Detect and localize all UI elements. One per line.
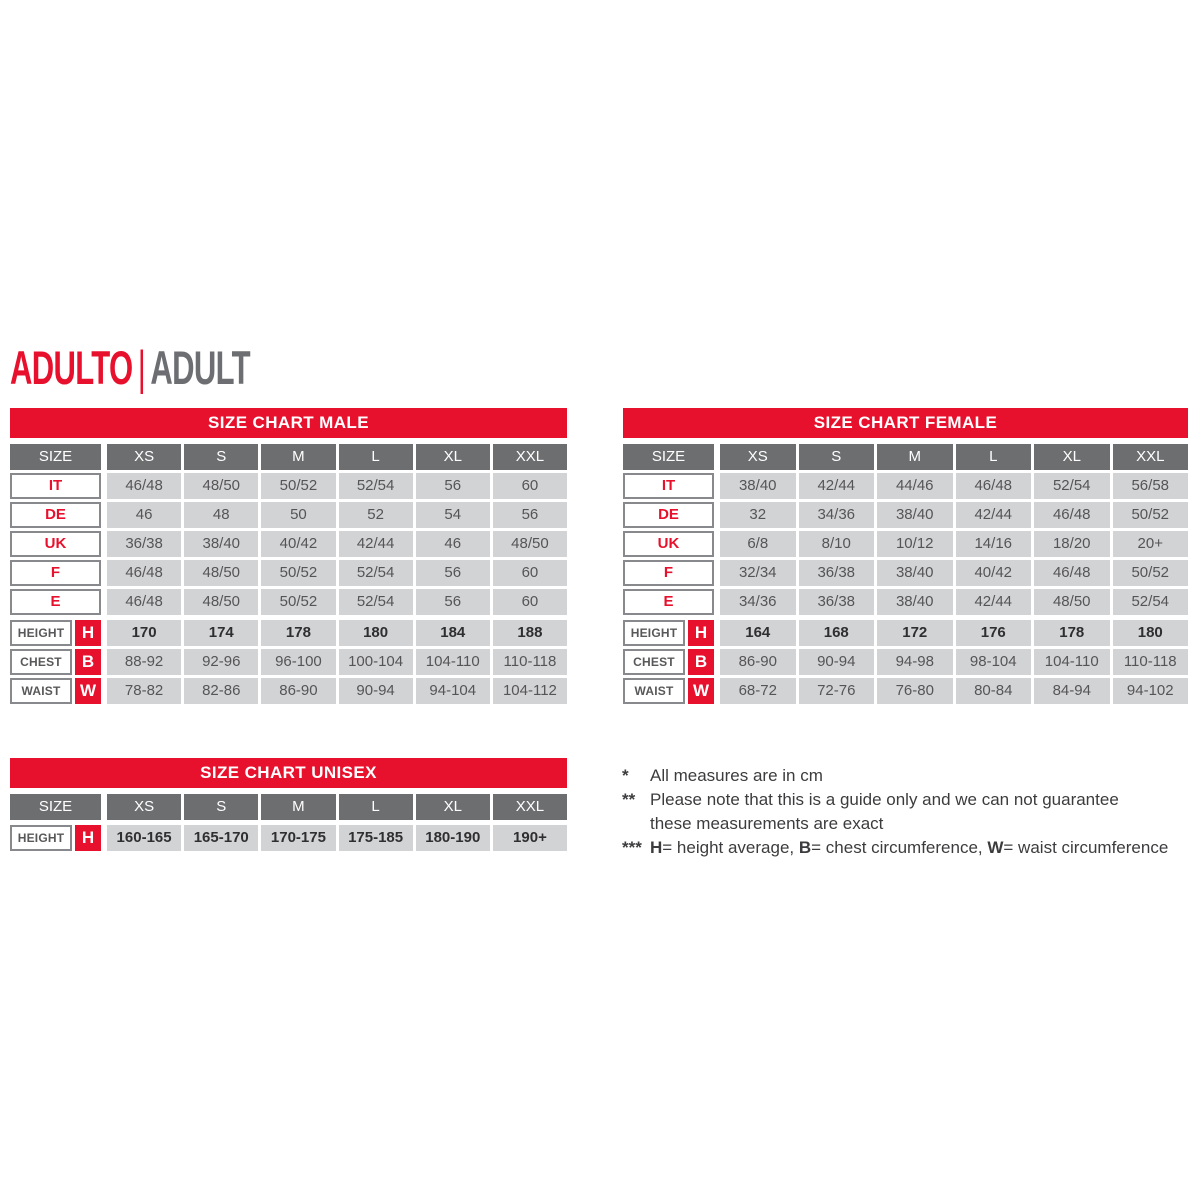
measure-row-waist bbox=[623, 678, 1188, 704]
column-header-s: S bbox=[184, 794, 258, 820]
measure-label bbox=[623, 678, 714, 704]
footnote-key: B bbox=[798, 838, 812, 857]
row-cells bbox=[107, 502, 567, 528]
row-cells bbox=[720, 502, 1188, 528]
measure-label bbox=[10, 825, 101, 851]
measure-badge-h: H bbox=[75, 825, 101, 851]
row-label: HEIGHT bbox=[10, 620, 72, 646]
size-row-de bbox=[623, 502, 1188, 528]
measure-cell: 88-92 bbox=[107, 649, 181, 675]
row-cells bbox=[107, 825, 567, 851]
size-cell: 50/52 bbox=[1113, 502, 1189, 528]
measure-cell: 104-112 bbox=[493, 678, 567, 704]
table-header-row bbox=[623, 444, 1188, 470]
size-cell: 46/48 bbox=[107, 589, 181, 615]
header-cells bbox=[107, 794, 567, 820]
header-cells bbox=[107, 444, 567, 470]
table-title: SIZE CHART FEMALE bbox=[623, 408, 1188, 438]
size-cell: 14/16 bbox=[956, 531, 1032, 557]
size-cell: 54 bbox=[416, 502, 490, 528]
measure-cell: 165-170 bbox=[184, 825, 258, 851]
footnote-text bbox=[650, 836, 1200, 860]
measure-cell: 90-94 bbox=[799, 649, 875, 675]
footnote-line bbox=[622, 836, 1200, 860]
size-cell: 60 bbox=[493, 473, 567, 499]
measure-badge-w: W bbox=[75, 678, 101, 704]
measure-cell: 176 bbox=[956, 620, 1032, 646]
size-cell: 56 bbox=[416, 473, 490, 499]
size-cell: 48/50 bbox=[184, 473, 258, 499]
measure-badge-b: B bbox=[75, 649, 101, 675]
size-cell: 48/50 bbox=[493, 531, 567, 557]
page-title bbox=[10, 341, 250, 394]
size-header-cell: SIZE bbox=[623, 444, 714, 470]
column-header-xs: XS bbox=[107, 444, 181, 470]
measure-cell: 110-118 bbox=[1113, 649, 1189, 675]
measure-row-height bbox=[623, 620, 1188, 646]
size-cell: 52/54 bbox=[339, 473, 413, 499]
row-cells bbox=[720, 620, 1188, 646]
column-header-l: L bbox=[339, 444, 413, 470]
measure-cell: 76-80 bbox=[877, 678, 953, 704]
measure-cell: 98-104 bbox=[956, 649, 1032, 675]
table-header-row bbox=[10, 444, 567, 470]
footnote-marker: ** bbox=[622, 790, 636, 809]
measure-cell: 86-90 bbox=[261, 678, 335, 704]
column-header-xxl: XXL bbox=[493, 444, 567, 470]
size-cell: 38/40 bbox=[877, 589, 953, 615]
row-cells bbox=[720, 678, 1188, 704]
measure-cell: 174 bbox=[184, 620, 258, 646]
size-cell: 38/40 bbox=[720, 473, 796, 499]
footnote-text bbox=[650, 788, 1200, 812]
column-header-xxl: XXL bbox=[1113, 444, 1189, 470]
measure-cell: 90-94 bbox=[339, 678, 413, 704]
size-row-it bbox=[623, 473, 1188, 499]
table-title: SIZE CHART UNISEX bbox=[10, 758, 567, 788]
measure-cell: 180 bbox=[1113, 620, 1189, 646]
row-cells bbox=[107, 589, 567, 615]
measure-row-chest bbox=[10, 649, 567, 675]
measure-cell: 175-185 bbox=[339, 825, 413, 851]
size-row-e bbox=[10, 589, 567, 615]
row-label: IT bbox=[623, 473, 714, 499]
measure-cell: 172 bbox=[877, 620, 953, 646]
page-title-primary: ADULTO bbox=[10, 341, 133, 394]
measure-row-chest bbox=[623, 649, 1188, 675]
size-cell: 48 bbox=[184, 502, 258, 528]
size-cell: 18/20 bbox=[1034, 531, 1110, 557]
measure-cell: 170 bbox=[107, 620, 181, 646]
row-label: DE bbox=[10, 502, 101, 528]
size-cell: 46/48 bbox=[107, 560, 181, 586]
measure-badge-b: B bbox=[688, 649, 714, 675]
size-row-e bbox=[623, 589, 1188, 615]
footnote-key: H bbox=[650, 838, 663, 857]
size-cell: 42/44 bbox=[956, 502, 1032, 528]
table-header-row bbox=[10, 794, 567, 820]
size-cell: 32/34 bbox=[720, 560, 796, 586]
measure-cell: 78-82 bbox=[107, 678, 181, 704]
column-header-l: L bbox=[956, 444, 1032, 470]
measure-cell: 94-98 bbox=[877, 649, 953, 675]
page-title-separator: | bbox=[137, 341, 146, 394]
row-cells bbox=[107, 678, 567, 704]
measure-label bbox=[623, 620, 714, 646]
footnote-line bbox=[622, 812, 1200, 836]
measure-cell: 80-84 bbox=[956, 678, 1032, 704]
size-cell: 20+ bbox=[1113, 531, 1189, 557]
row-label: WAIST bbox=[623, 678, 685, 704]
row-label: F bbox=[623, 560, 714, 586]
page-title-secondary: ADULT bbox=[150, 341, 250, 394]
measure-cell: 104-110 bbox=[416, 649, 490, 675]
measure-cell: 170-175 bbox=[261, 825, 335, 851]
column-header-s: S bbox=[184, 444, 258, 470]
row-cells bbox=[107, 473, 567, 499]
size-cell: 42/44 bbox=[799, 473, 875, 499]
size-row-f bbox=[623, 560, 1188, 586]
measure-cell: 110-118 bbox=[493, 649, 567, 675]
footnote-segment: All measures are in cm bbox=[650, 766, 823, 785]
size-cell: 8/10 bbox=[799, 531, 875, 557]
size-cell: 48/50 bbox=[1034, 589, 1110, 615]
size-cell: 34/36 bbox=[799, 502, 875, 528]
footnote-segment: Please note that this is a guide only and we can not guarantee bbox=[650, 790, 1119, 809]
measure-label bbox=[10, 620, 101, 646]
footnote-line bbox=[622, 788, 1200, 812]
size-cell: 50 bbox=[261, 502, 335, 528]
size-cell: 34/36 bbox=[720, 589, 796, 615]
column-header-xl: XL bbox=[416, 794, 490, 820]
row-cells bbox=[720, 531, 1188, 557]
size-row-uk bbox=[10, 531, 567, 557]
size-cell: 50/52 bbox=[261, 560, 335, 586]
size-cell: 40/42 bbox=[261, 531, 335, 557]
size-cell: 52/54 bbox=[339, 560, 413, 586]
footnote-line bbox=[622, 764, 1200, 788]
row-label: WAIST bbox=[10, 678, 72, 704]
size-cell: 38/40 bbox=[877, 502, 953, 528]
measure-cell: 82-86 bbox=[184, 678, 258, 704]
footnotes bbox=[622, 764, 1200, 860]
size-cell: 36/38 bbox=[107, 531, 181, 557]
table-title: SIZE CHART MALE bbox=[10, 408, 567, 438]
column-header-xl: XL bbox=[416, 444, 490, 470]
measure-cell: 94-104 bbox=[416, 678, 490, 704]
size-cell: 56 bbox=[493, 502, 567, 528]
size-cell: 60 bbox=[493, 589, 567, 615]
measure-cell: 178 bbox=[1034, 620, 1110, 646]
row-cells bbox=[720, 649, 1188, 675]
column-header-xs: XS bbox=[107, 794, 181, 820]
measure-badge-h: H bbox=[75, 620, 101, 646]
size-cell: 38/40 bbox=[184, 531, 258, 557]
measure-cell: 178 bbox=[261, 620, 335, 646]
size-cell: 52/54 bbox=[1113, 589, 1189, 615]
measure-cell: 164 bbox=[720, 620, 796, 646]
size-cell: 36/38 bbox=[799, 589, 875, 615]
size-cell: 10/12 bbox=[877, 531, 953, 557]
size-cell: 56/58 bbox=[1113, 473, 1189, 499]
measure-cell: 180-190 bbox=[416, 825, 490, 851]
measure-cell: 92-96 bbox=[184, 649, 258, 675]
column-header-l: L bbox=[339, 794, 413, 820]
size-cell: 60 bbox=[493, 560, 567, 586]
column-header-xl: XL bbox=[1034, 444, 1110, 470]
footnote-marker: * bbox=[622, 766, 629, 785]
size-cell: 32 bbox=[720, 502, 796, 528]
row-label: F bbox=[10, 560, 101, 586]
column-header-m: M bbox=[261, 794, 335, 820]
size-cell: 48/50 bbox=[184, 560, 258, 586]
size-cell: 50/52 bbox=[261, 473, 335, 499]
measure-cell: 104-110 bbox=[1034, 649, 1110, 675]
measure-row-height bbox=[10, 825, 567, 851]
size-header-cell: SIZE bbox=[10, 794, 101, 820]
footnote-text bbox=[650, 764, 1200, 788]
row-label: UK bbox=[10, 531, 101, 557]
size-cell: 42/44 bbox=[956, 589, 1032, 615]
footnote-marker: *** bbox=[622, 838, 642, 857]
measure-cell: 160-165 bbox=[107, 825, 181, 851]
size-cell: 52 bbox=[339, 502, 413, 528]
size-cell: 52/54 bbox=[339, 589, 413, 615]
size-row-de bbox=[10, 502, 567, 528]
size-chart-unisex-table bbox=[10, 758, 567, 854]
footnote-segment: these measurements are exact bbox=[650, 814, 884, 833]
measure-cell: 72-76 bbox=[799, 678, 875, 704]
measure-cell: 184 bbox=[416, 620, 490, 646]
measure-row-waist bbox=[10, 678, 567, 704]
row-cells bbox=[107, 560, 567, 586]
measure-cell: 188 bbox=[493, 620, 567, 646]
size-cell: 38/40 bbox=[877, 560, 953, 586]
measure-badge-h: H bbox=[688, 620, 714, 646]
measure-row-height bbox=[10, 620, 567, 646]
row-label: HEIGHT bbox=[10, 825, 72, 851]
measure-label bbox=[623, 649, 714, 675]
size-cell: 46 bbox=[416, 531, 490, 557]
measure-cell: 96-100 bbox=[261, 649, 335, 675]
row-cells bbox=[107, 531, 567, 557]
measure-cell: 180 bbox=[339, 620, 413, 646]
size-cell: 56 bbox=[416, 589, 490, 615]
column-header-s: S bbox=[799, 444, 875, 470]
measure-cell: 100-104 bbox=[339, 649, 413, 675]
size-header-cell: SIZE bbox=[10, 444, 101, 470]
row-label: CHEST bbox=[623, 649, 685, 675]
measure-label bbox=[10, 678, 101, 704]
size-cell: 36/38 bbox=[799, 560, 875, 586]
row-cells bbox=[107, 620, 567, 646]
size-cell: 48/50 bbox=[184, 589, 258, 615]
size-chart-female-table bbox=[623, 408, 1188, 707]
size-cell: 44/46 bbox=[877, 473, 953, 499]
row-label: UK bbox=[623, 531, 714, 557]
size-cell: 50/52 bbox=[261, 589, 335, 615]
measure-cell: 86-90 bbox=[720, 649, 796, 675]
footnote-key: W bbox=[987, 838, 1004, 857]
size-cell: 56 bbox=[416, 560, 490, 586]
measure-cell: 68-72 bbox=[720, 678, 796, 704]
size-cell: 6/8 bbox=[720, 531, 796, 557]
footnote-marker bbox=[622, 812, 650, 836]
measure-cell: 168 bbox=[799, 620, 875, 646]
footnote-segment: = height average, bbox=[662, 838, 799, 857]
size-row-uk bbox=[623, 531, 1188, 557]
row-label: E bbox=[10, 589, 101, 615]
column-header-xxl: XXL bbox=[493, 794, 567, 820]
size-row-f bbox=[10, 560, 567, 586]
measure-badge-w: W bbox=[688, 678, 714, 704]
column-header-m: M bbox=[261, 444, 335, 470]
column-header-m: M bbox=[877, 444, 953, 470]
row-label: IT bbox=[10, 473, 101, 499]
size-cell: 40/42 bbox=[956, 560, 1032, 586]
size-cell: 46/48 bbox=[1034, 502, 1110, 528]
row-cells bbox=[720, 560, 1188, 586]
size-cell: 46/48 bbox=[956, 473, 1032, 499]
size-row-it bbox=[10, 473, 567, 499]
footnote-text bbox=[650, 812, 1200, 836]
measure-cell: 84-94 bbox=[1034, 678, 1110, 704]
size-cell: 50/52 bbox=[1113, 560, 1189, 586]
size-cell: 46/48 bbox=[1034, 560, 1110, 586]
row-label: HEIGHT bbox=[623, 620, 685, 646]
size-cell: 52/54 bbox=[1034, 473, 1110, 499]
measure-label bbox=[10, 649, 101, 675]
row-cells bbox=[107, 649, 567, 675]
row-label: DE bbox=[623, 502, 714, 528]
size-cell: 46/48 bbox=[107, 473, 181, 499]
measure-cell: 94-102 bbox=[1113, 678, 1189, 704]
measure-cell: 190+ bbox=[493, 825, 567, 851]
row-cells bbox=[720, 473, 1188, 499]
footnote-segment: = chest circumference, bbox=[811, 838, 988, 857]
size-chart-male-table bbox=[10, 408, 567, 707]
footnote-segment: = waist circumference bbox=[1003, 838, 1169, 857]
row-label: CHEST bbox=[10, 649, 72, 675]
row-label: E bbox=[623, 589, 714, 615]
column-header-xs: XS bbox=[720, 444, 796, 470]
header-cells bbox=[720, 444, 1188, 470]
row-cells bbox=[720, 589, 1188, 615]
size-cell: 42/44 bbox=[339, 531, 413, 557]
size-cell: 46 bbox=[107, 502, 181, 528]
